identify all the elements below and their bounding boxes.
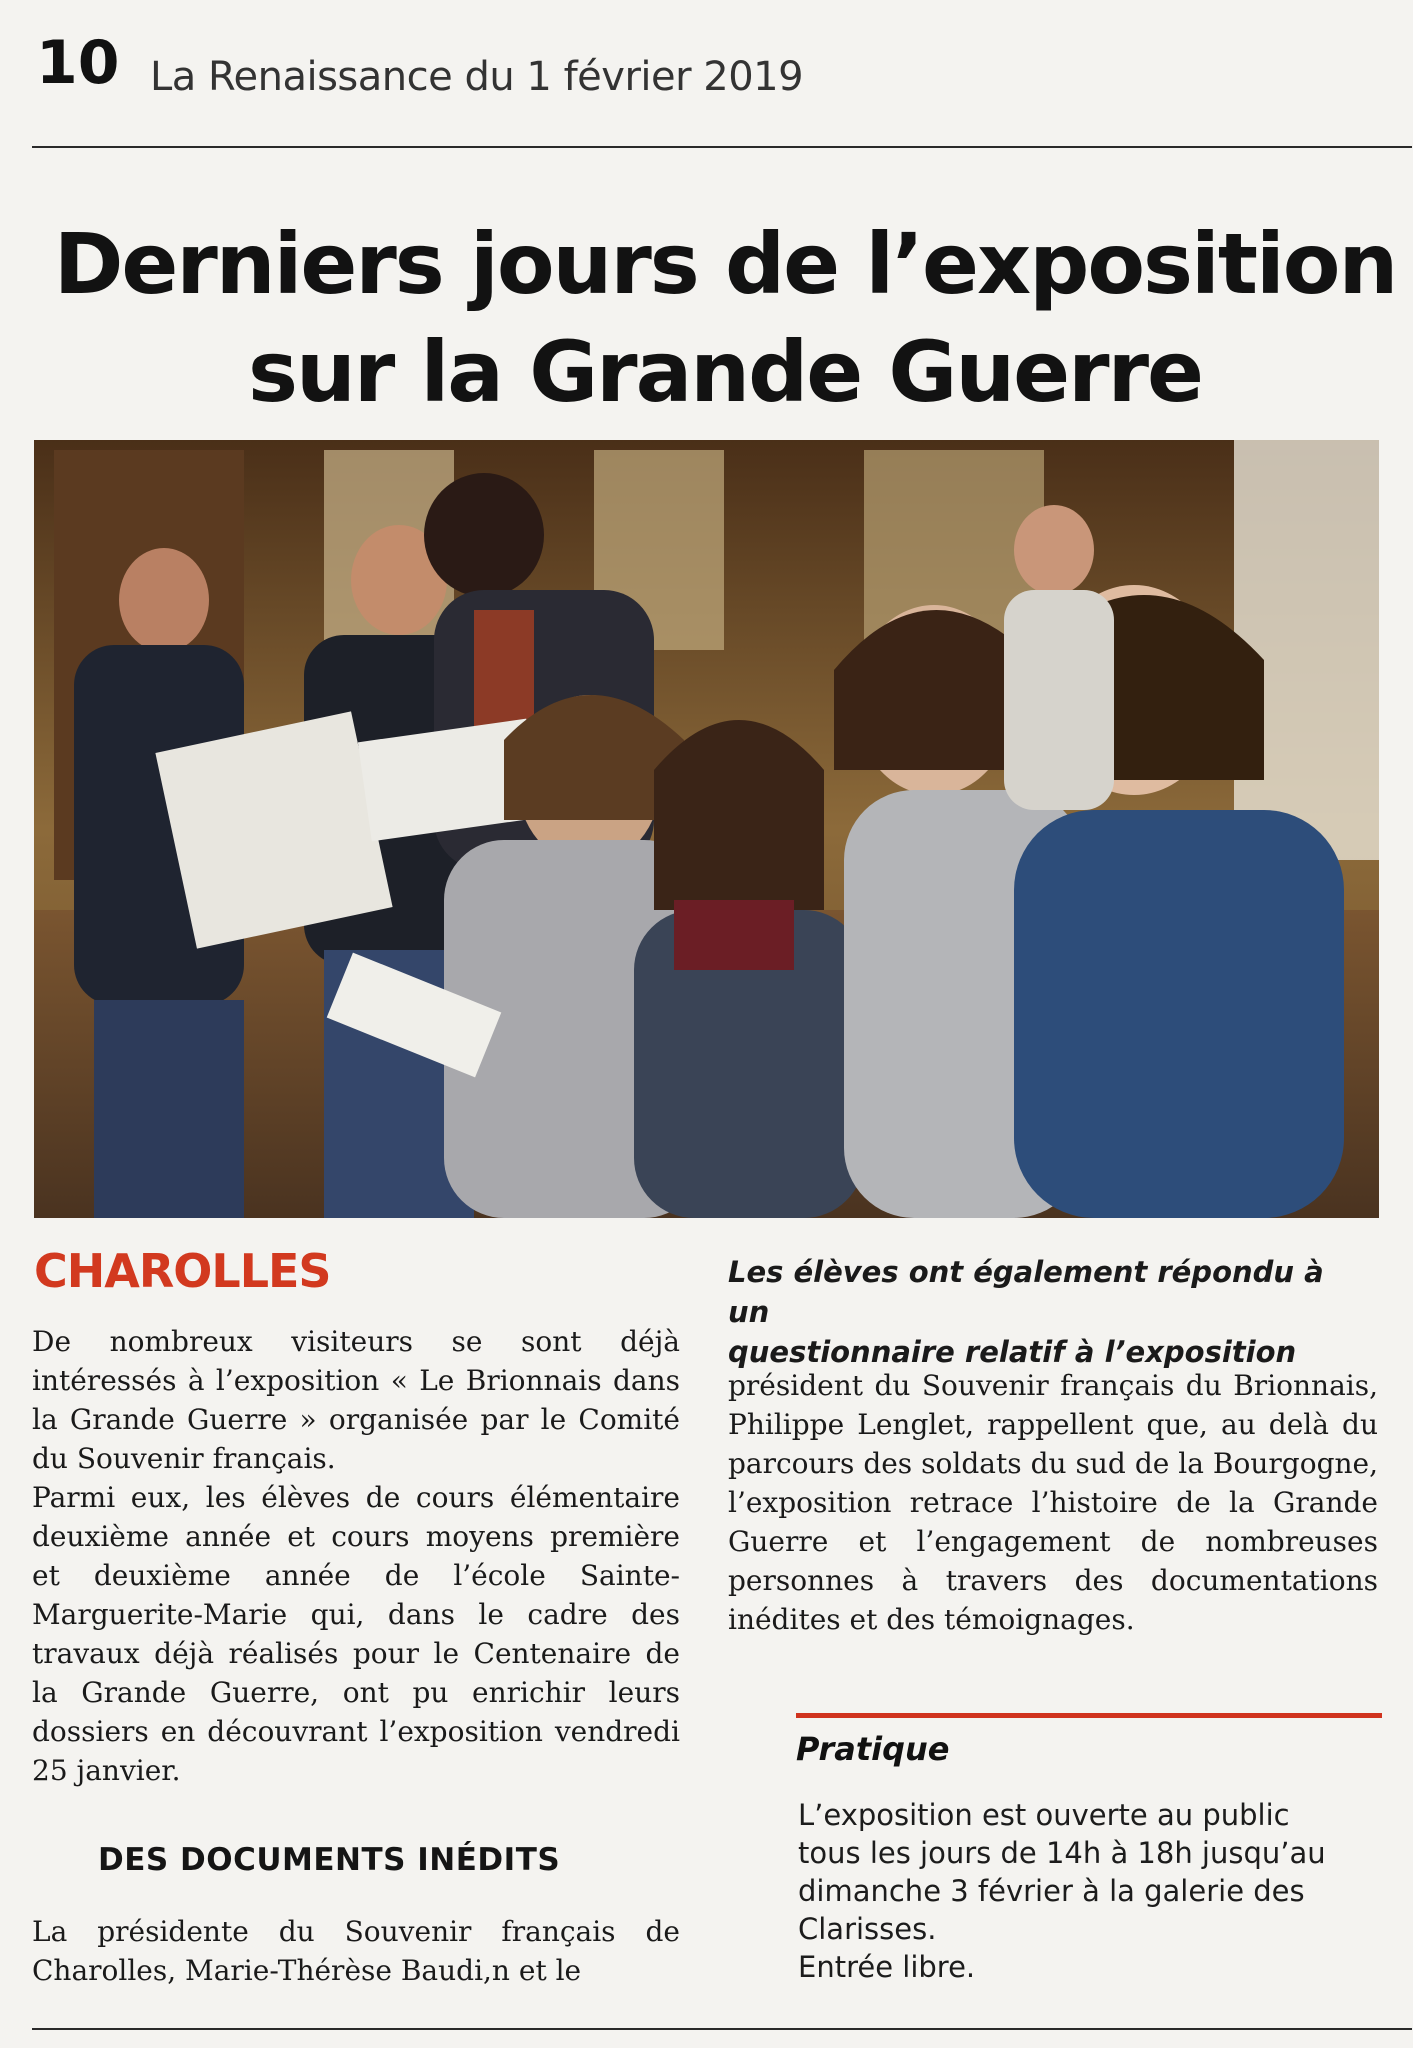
- info-line-4: Clarisses.: [798, 1912, 937, 1946]
- caption-line-1: Les élèves ont également répondu à un: [728, 1255, 1324, 1329]
- article-paragraph-4: président du Souvenir français du Brionnais, Philippe Lenglet, rappellent que, au delà du parcours des soldats du sud de la Bourgogne, l’exposition retrace l’histoire de la Grande Guerre et l’engagement de nombreuses personnes à travers des documentations inédites et des témoignages.: [728, 1369, 1378, 1636]
- info-line-5: Entrée libre.: [798, 1950, 976, 1984]
- article-photo: [34, 440, 1379, 1218]
- info-box-rule: [796, 1713, 1382, 1718]
- caption-line-2: questionnaire relatif à l’exposition: [728, 1335, 1297, 1369]
- article-paragraph-1: De nombreux visiteurs se sont déjà intéressés à l’exposition « Le Brionnais dans la Grande Guerre » organisée par le Comité du Souvenir français.: [32, 1325, 680, 1475]
- headline-line-2: sur la Grande Guerre: [248, 323, 1202, 421]
- page-header: [32, 28, 1412, 148]
- article-subhead: DES DOCUMENTS INÉDITS: [98, 1842, 561, 1878]
- article-dateline: CHAROLLES: [34, 1244, 331, 1298]
- photo-caption: [728, 1252, 1368, 1372]
- article-column-left-bottom: [32, 1912, 680, 1990]
- article-paragraph-3: La présidente du Souvenir français de Charolles, Marie-Thérèse Baudi,n et le: [32, 1915, 680, 1987]
- info-line-1: L’exposition est ouverte au public: [798, 1798, 1290, 1832]
- article-column-left: [32, 1322, 680, 1790]
- info-line-3: dimanche 3 février à la galerie des: [798, 1874, 1305, 1908]
- headline-line-1: Derniers jours de l’exposition: [53, 215, 1397, 313]
- article-paragraph-2: Parmi eux, les élèves de cours élémentaire deuxième année et cours moyens première et deuxième année de l’école Sainte-Marguerite-Marie qui, dans le cadre des travaux déjà réalisés pour le Centenaire de la Grande Guerre, ont pu enrichir leurs dossiers en découvrant l’exposition vendredi 25 janvier.: [32, 1481, 680, 1787]
- info-line-2: tous les jours de 14h à 18h jusqu’au: [798, 1836, 1326, 1870]
- article-column-right: [728, 1366, 1378, 1639]
- info-box-text: [798, 1796, 1358, 1986]
- photo-illustration: [34, 440, 1379, 1218]
- article-headline: [40, 210, 1410, 426]
- page-bottom-rule: [32, 2028, 1412, 2030]
- page-number: 10: [36, 28, 120, 98]
- info-box-title: Pratique: [796, 1730, 950, 1768]
- publication-dateline: La Renaissance du 1 février 2019: [150, 54, 804, 100]
